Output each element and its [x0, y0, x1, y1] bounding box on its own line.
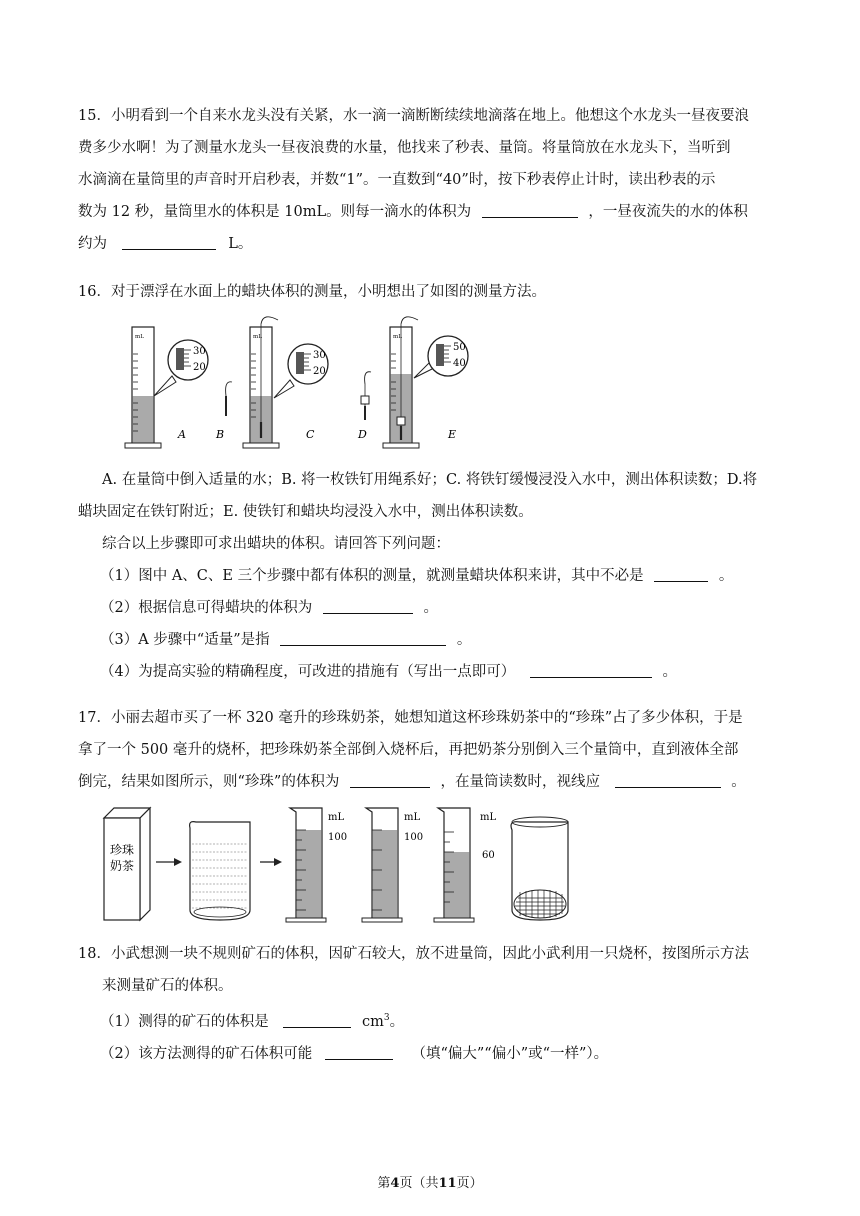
question-15 [78, 100, 778, 260]
label-b: B [216, 428, 225, 441]
answer-blank-pearl-volume[interactable] [350, 771, 430, 788]
q18-unit: cm [361, 1013, 384, 1030]
answer-blank-18-2[interactable] [325, 1043, 393, 1060]
q15-line-4 [78, 196, 778, 228]
q18-sub-1 [78, 1002, 778, 1038]
mag-reading-bottom: 20 [193, 362, 206, 373]
arrow-right-icon [260, 858, 282, 866]
answer-blank-line-of-sight[interactable] [615, 771, 721, 788]
question-16-body [78, 464, 778, 688]
q16-steps-2: 蜡块固定在铁钉附近；E. 使铁钉和蜡块均浸没入水中，测出体积读数。 [78, 504, 533, 520]
q18-line-1: 18．小武想测一块不规则矿石的体积，因矿石较大，放不进量筒，因此小武利用一只烧杯，按图所示方法 [78, 946, 749, 962]
q17-text: 。 [731, 774, 746, 790]
arrow-right-icon [156, 858, 182, 866]
question-16-intro [78, 276, 778, 308]
q17-text: 倒完，结果如图所示，则“珍珠”的体积为 [78, 774, 340, 790]
q17-line-2: 拿了一个 500 毫升的烧杯，把珍珠奶茶全部倒入烧杯后，再把奶茶分别倒入三个量筒中，直到液体全部 [78, 742, 739, 758]
q16-sub-2 [78, 592, 778, 624]
q17-line-1: 17．小丽去超市买了一杯 320 毫升的珍珠奶茶，她想知道这杯珍珠奶茶中的“珍珠”占了多少体积，于是 [78, 710, 743, 726]
footer-text: 页（共 [399, 1176, 439, 1191]
label-c: C [306, 428, 315, 441]
q18-sub-2 [78, 1038, 778, 1070]
q15-text: 约为 [78, 236, 107, 252]
q15-line-3: 水滴滴在量筒里的声音时开启秒表，并数“1”。一直数到“40”时，按下秒表停止计时，读出秒表的示 [78, 172, 716, 188]
page-number: 4 [390, 1176, 400, 1191]
graduated-cylinder-1-icon [286, 808, 347, 922]
answer-blank-16-4[interactable] [530, 661, 652, 678]
q16-sub1-text: （1）图中 A、C、E 三个步骤中都有体积的测量，就测量蜡块体积来讲，其中不必是 [100, 568, 644, 584]
q16-sub-3 [78, 624, 778, 656]
graduated-cylinder-2-icon [362, 808, 423, 922]
cylinder-3-reading: 60 [482, 850, 495, 861]
q16-sub3-text: （3）A 步骤中“适量”是指 [100, 632, 270, 648]
q16-steps-1: A. 在量筒中倒入适量的水；B. 将一枚铁钉用绳系好；C. 将铁钉缓慢浸没入水中，测出体积读数；D.将 [102, 472, 758, 488]
cylinder-1-unit: mL [328, 812, 345, 823]
answer-blank-16-2[interactable] [323, 597, 413, 614]
unit-label: mL [393, 334, 402, 340]
label-e: E [448, 428, 457, 441]
cylinder-3-unit: mL [480, 812, 497, 823]
answer-blank-drop-volume[interactable] [482, 201, 578, 218]
box-text-1: 珍珠 [109, 843, 135, 857]
figure-milk-tea [100, 802, 580, 932]
cylinder-2-reading: 100 [404, 832, 424, 843]
cylinder-e-icon [383, 317, 419, 448]
q16-sub2-end: 。 [423, 600, 438, 616]
label-a: A [178, 428, 186, 441]
unit-label: mL [135, 334, 144, 340]
answer-blank-16-1[interactable] [654, 565, 708, 582]
question-17 [78, 702, 778, 798]
label-d: D [358, 428, 367, 441]
q17-text: ，在量筒读数时，视线应 [440, 774, 601, 790]
q16-sub1-end: 。 [718, 568, 734, 584]
mag-reading-top: 30 [313, 350, 326, 361]
pearl-beaker-icon [511, 817, 568, 920]
q16-sub-4 [78, 656, 778, 688]
q18-sub1-end: 。 [389, 1013, 405, 1030]
nail-b-icon [226, 382, 232, 416]
magnifier-2 [274, 344, 328, 398]
q18-sub1-text: （1）测得的矿石的体积是 [100, 1013, 269, 1030]
answer-blank-16-3[interactable] [280, 629, 446, 646]
q16-summary: 综合以上步骤即可求出蜡块的体积。请回答下列问题： [102, 536, 450, 552]
q15-line-2: 费多少水啊！为了测量水龙头一昼夜浪费的水量，他找来了秒表、量筒。将量筒放在水龙头下，当听到 [78, 140, 731, 156]
beaker-icon [190, 822, 250, 920]
cylinder-1-reading: 100 [328, 832, 348, 843]
q17-line-3 [78, 766, 778, 798]
q15-text: L。 [228, 236, 253, 252]
q18-line-2: 来测量矿石的体积。 [102, 978, 233, 994]
q18-sub2-text: （2）该方法测得的矿石体积可能 [100, 1045, 313, 1062]
magnifier-3 [414, 336, 468, 378]
cylinder-a-icon [125, 327, 161, 448]
cylinder-c-icon [243, 317, 279, 448]
q15-line-1: 15．小明看到一个自来水龙头没有关紧，水一滴一滴断断续续地滴落在地上。他想这个水龙头一昼夜要浪 [78, 108, 749, 124]
footer-text: 页） [456, 1176, 483, 1191]
q16-sub4-text: （4）为提高实验的精确程度，可改进的措施有（写出一点即可） [100, 664, 516, 680]
q16-intro: 16．对于漂浮在水面上的蜡块体积的测量，小明想出了如图的测量方法。 [78, 284, 546, 300]
q16-sub4-end: 。 [662, 664, 677, 680]
unit-label: mL [253, 334, 262, 340]
answer-blank-daily-volume[interactable] [122, 233, 216, 250]
footer-text: 第 [377, 1176, 391, 1191]
mag-reading-bottom: 40 [453, 358, 466, 369]
box-text-2: 奶茶 [109, 859, 135, 873]
q15-text: 数为 12 秒，量筒里水的体积是 10mL。则每一滴水的体积为 [78, 204, 472, 220]
q16-sub3-end: 。 [456, 632, 472, 648]
q16-sub2-text: （2）根据信息可得蜡块的体积为 [100, 600, 313, 616]
figure-wax-measurement [118, 314, 488, 454]
q18-unit-sup: 3 [383, 1013, 390, 1023]
question-18 [78, 938, 778, 1070]
mag-reading-top: 30 [193, 346, 206, 357]
q15-line-5 [78, 228, 778, 260]
mag-reading-bottom: 20 [313, 366, 326, 377]
nail-wax-d-icon [361, 372, 371, 420]
milk-tea-box-icon [104, 808, 150, 920]
page-footer [0, 1172, 860, 1191]
q15-text: ，一昼夜流失的水的体积 [588, 204, 748, 220]
magnifier-1 [154, 340, 208, 396]
mag-reading-top: 50 [453, 342, 466, 353]
q16-sub-1 [78, 560, 778, 592]
answer-blank-18-1[interactable] [283, 1011, 351, 1028]
cylinder-2-unit: mL [404, 812, 421, 823]
graduated-cylinder-3-icon [434, 808, 496, 922]
page-total: 11 [438, 1176, 457, 1191]
q18-sub2-end: （填“偏大”“偏小”或“一样”）。 [411, 1045, 609, 1062]
